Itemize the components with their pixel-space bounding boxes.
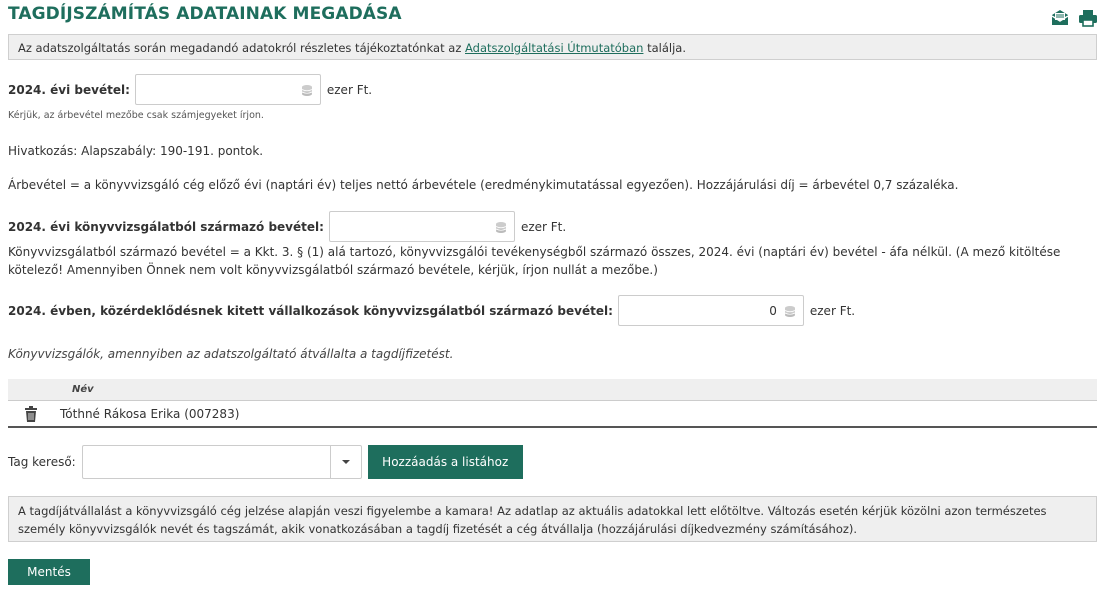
trash-icon[interactable] <box>24 406 38 422</box>
guide-info-suffix: találja. <box>643 41 686 55</box>
member-search-row <box>8 445 523 479</box>
audit-revenue-label: 2024. évi könyvvizsgálatból származó bevétel: <box>8 219 324 234</box>
public-interest-input[interactable] <box>618 295 804 326</box>
formula-text: Árbevétel = a könyvvizsgáló cég előző évi (naptári év) teljes nettó árbevétele (eredménykimutatással egyezően). Hozzájárulási díj = árbevétel 0,7 százaléka. <box>8 178 959 192</box>
member-search-input[interactable] <box>83 446 330 478</box>
public-interest-unit: ezer Ft. <box>809 303 856 318</box>
revenue-row <box>8 74 372 105</box>
table-row <box>8 401 1097 428</box>
coins-icon <box>494 220 508 234</box>
dropdown-toggle[interactable] <box>330 446 361 478</box>
revenue-input[interactable] <box>135 74 321 105</box>
public-interest-value: 0 <box>769 303 777 318</box>
page-title: TAGDÍJSZÁMÍTÁS ADATAINAK MEGADÁSA <box>8 4 402 24</box>
add-to-list-button[interactable]: Hozzáadás a listához <box>368 445 523 479</box>
public-interest-label: 2024. évben, közérdeklődésnek kitett vállalkozások könyvvizsgálatból származó bevétel: <box>8 303 613 318</box>
footer-info-text: A tagdíjátvállalást a könyvvizsgáló cég jelzése alapján veszi figyelembe a kamara! Az adatlap az aktuális adatokkal lett előtöltve. Változás esetén kérjük közölni azon természetes személy könyvvizsgálók nevét és tagszámát, akik vonatkozásában a tagdíj fizetését a cég átvállalja (hozzájárulási díjkedvezmény számításához). <box>18 504 1047 536</box>
save-button[interactable]: Mentés <box>8 559 90 585</box>
footer-info-box <box>8 496 1097 542</box>
printer-icon[interactable] <box>1078 8 1098 28</box>
revenue-hint: Kérjük, az árbevétel mezőbe csak számjegyeket írjon. <box>8 110 264 121</box>
table-header-name: Név <box>8 379 1097 401</box>
mail-open-icon[interactable] <box>1050 8 1070 28</box>
top-toolbar <box>1050 8 1098 28</box>
audit-revenue-description: Könyvvizsgálatból származó bevétel = a Kkt. 3. § (1) alá tartozó, könyvvizsgálói tevékenységből származó összes, 2024. évi (naptári év) bevétel - áfa nélkül. (A mező kitöltése kötelező! Amennyiben Önnek nem volt könyvvizsgálatból származó bevétele, kérjük, írjon nullát a mezőbe.) <box>8 245 1061 277</box>
audit-revenue-input[interactable] <box>329 211 515 242</box>
caret-down-icon <box>341 459 351 465</box>
guide-info-box <box>8 34 1097 60</box>
guide-link[interactable]: Adatszolgáltatási Útmutatóban <box>465 41 644 55</box>
revenue-label: 2024. évi bevétel: <box>8 82 130 97</box>
reference-text: Hivatkozás: Alapszabály: 190-191. pontok. <box>8 144 264 158</box>
member-search-combobox <box>82 445 362 479</box>
audit-revenue-row <box>8 211 566 242</box>
member-search-label: Tag kereső: <box>8 455 76 469</box>
audit-revenue-unit: ezer Ft. <box>520 219 567 234</box>
table-cell-name: Tóthné Rákosa Erika (007283) <box>60 406 240 421</box>
public-interest-row <box>8 295 855 326</box>
revenue-unit: ezer Ft. <box>326 82 373 97</box>
guide-info-text: Az adatszolgáltatás során megadandó adatokról részletes tájékoztatónkat az <box>18 41 466 55</box>
coins-icon <box>300 83 314 97</box>
auditors-note: Könyvvizsgálók, amennyiben az adatszolgáltató átvállalta a tagdíjfizetést. <box>8 347 454 361</box>
coins-icon <box>783 304 797 318</box>
auditors-table <box>8 379 1097 428</box>
